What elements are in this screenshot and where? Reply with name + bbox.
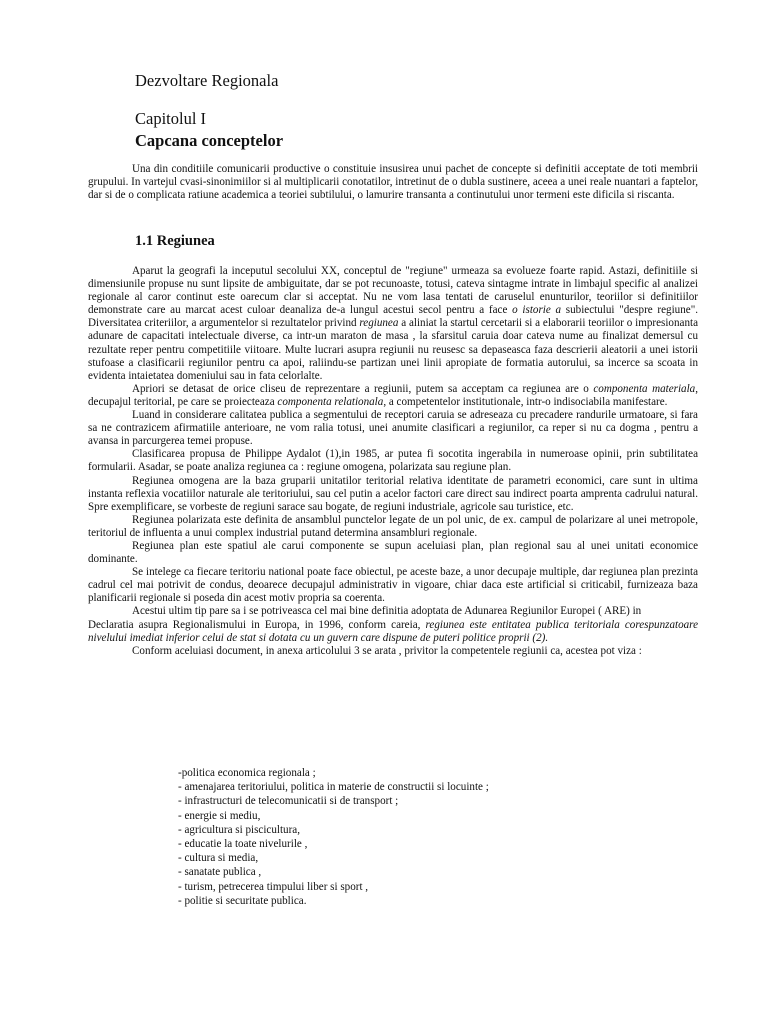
section-body [88,265,698,658]
intro-paragraph: Una din conditiile comunicarii productive o constituie insusirea unui pachet de concepte si definitii acceptate de toti membrii grupului. In vartejul cvasi-sinonimiilor si al multiplicarii conotatilor, intretinut de o dubla sustinere, aceea a unei reale nuantari a faptelor, dar si de o complicata ratiune academica a teoriei subtilului, o lamurire transanta a continutului unor termeni este dificila si riscanta. [88,163,698,202]
paragraph-10: Conform aceluiasi document, in anexa articolului 3 se arata , privitor la competentele regiunii ca, acestea pot viza : [132,644,642,657]
list-item: -politica economica regionala ; [178,767,316,779]
list-item: - energie si mediu, [178,809,261,822]
list-item: - sanatate publica , [178,866,262,879]
paragraph-1: Aparut la geografi la inceputul secolului XX, conceptul de "regiune" urmeaza sa evolueze foarte rapid. Astazi, definitiile si dimensiunile propuse nu sunt lipsite de ambiguitate, dar se pot recunoaste, totusi, cateva sintagme intrate in limbajul specific al analizei regionale al caror continut este oarecum clar si acceptat. Nu ne vom lasa tentati de caruselul enunturilor, teoriilor si definitiilor demonstrate care au marcat acest culoar deanaliza de-a lungul acestui secol pentru a face o istorie a subiectului "despre regiune". Diversitatea criteriilor, a argumentelor si rezultatelor privind regiunea a aliniat la startul cercetarii si a elaborarii teoriilor o impresionanta adunare de capacitati intelectuale diverse, ca intr-un maraton de masa , la sfarsitul caruia doar cateva nume au finalizat demersul cu rezultate reper pentru competitiile viitoare. Multe lucrari asupra regiunii nu reusesc sa depaseasca faza descrierii aleatorii a unei istorii stufoase a clasificarii regiunilor pentru ca apoi, raliindu-se partizan unei linii apropiate de formatia autorului, sa incerce sa scoata in evidenta intaietatea domeniului sau in fata celorlalte. [88,265,699,382]
list-item: - educatie la toate nivelurile , [178,838,308,851]
intro-paragraph-block [88,163,698,202]
list-item: - politie si securitate publica. [178,894,307,907]
paragraph-5: Regiunea omogena are la baza gruparii unitatilor teritorial relativa identitate de parametri economici, care sunt in ultima instanta reflexia vocatiilor naturale ale teritoriului, sau cel putin a acelor factori care direct sau indirect poarta amprenta cadrului natural. Spre exemplificare, se vorbeste de regiuni sarace sau bogate, de regiuni industriale, agricole sau turistice, etc. [88,474,698,513]
list-item: - turism, petrecerea timpului liber si sport , [178,880,369,893]
paragraph-4: Clasificarea propusa de Philippe Aydalot (1),in 1985, ar putea fi socotita ingerabila in numeroase opinii, prin subtilitatea formularii. Asadar, se poate analiza regiunea ca : regiune omogena, polarizata sau regiune plan. [88,448,698,474]
competences-list [178,766,489,908]
paragraph-7: Regiunea plan este spatiul ale carui componente se supun aceluiasi plan, plan regional sau al unei unitati economice dominante. [88,539,698,566]
paragraph-8: Se intelege ca fiecare teritoriu national poate face obiectul, pe aceste baze, a unor decupaje multiple, dar regiunea plan prezinta cadrul cel mai potrivit de condus, deoarece decupajul administrativ in vigoare, chiar daca este artificial si criticabil, furnizeaza baza planificarii regionale si poseda din acest motiv propria sa coerenta. [88,566,698,605]
chapter-heading: Capitolul I [135,109,207,128]
list-item: - amenajarea teritoriului, politica in materie de constructii si locuinte ; [178,781,489,794]
section-heading: 1.1 Regiunea [135,233,215,249]
list-item: - cultura si media, [178,852,259,865]
list-item: - infrastructuri de telecomunicatii si de transport ; [178,795,399,808]
paragraph-9b: Declaratia asupra Regionalismului in Europa, in 1996, conform careia, regiunea este entitatea publica teritoriala corespunzatoare nivelului imediat inferior celui de stat si dotata cu un guvern care dispune de puteri politice proprii (2). [88,618,699,644]
paragraph-3: Luand in considerare calitatea publica a segmentului de receptori caruia se adreseaza cu precadere randurile urmatoare, si fara sa ne contrazicem afirmatiile anterioare, ne vom ralia totusi, unei anumite clasificari a regiunilor, ca reper si nu ca dogma , pentru a avansa in parcurgerea temei propuse. [88,409,698,448]
chapter-subtitle: Capcana conceptelor [135,131,284,150]
paragraph-6: Regiunea polarizata este definita de ansamblul punctelor legate de un pol unic, de ex. campul de polarizare al unei metropole, teritoriul de influenta a unui complex industrial putand determina ansambluri regionale. [88,513,698,539]
list-item: - agricultura si piscicultura, [178,823,300,836]
paragraph-2: Apriori se detasat de orice cliseu de reprezentare a regiunii, putem sa acceptam ca regiunea are o componenta materiala, decupajul teritorial, pe care se proiecteaza componenta relationala, a competentelor institutionale, intr-o indisociabila manifestare. [88,382,698,408]
paragraph-9a: Acestui ultim tip pare sa i se potriveasca cel mai bine definitia adoptata de Adunarea Regiunilor Europei ( ARE) in [132,605,642,618]
document-title: Dezvoltare Regionala [135,71,279,90]
